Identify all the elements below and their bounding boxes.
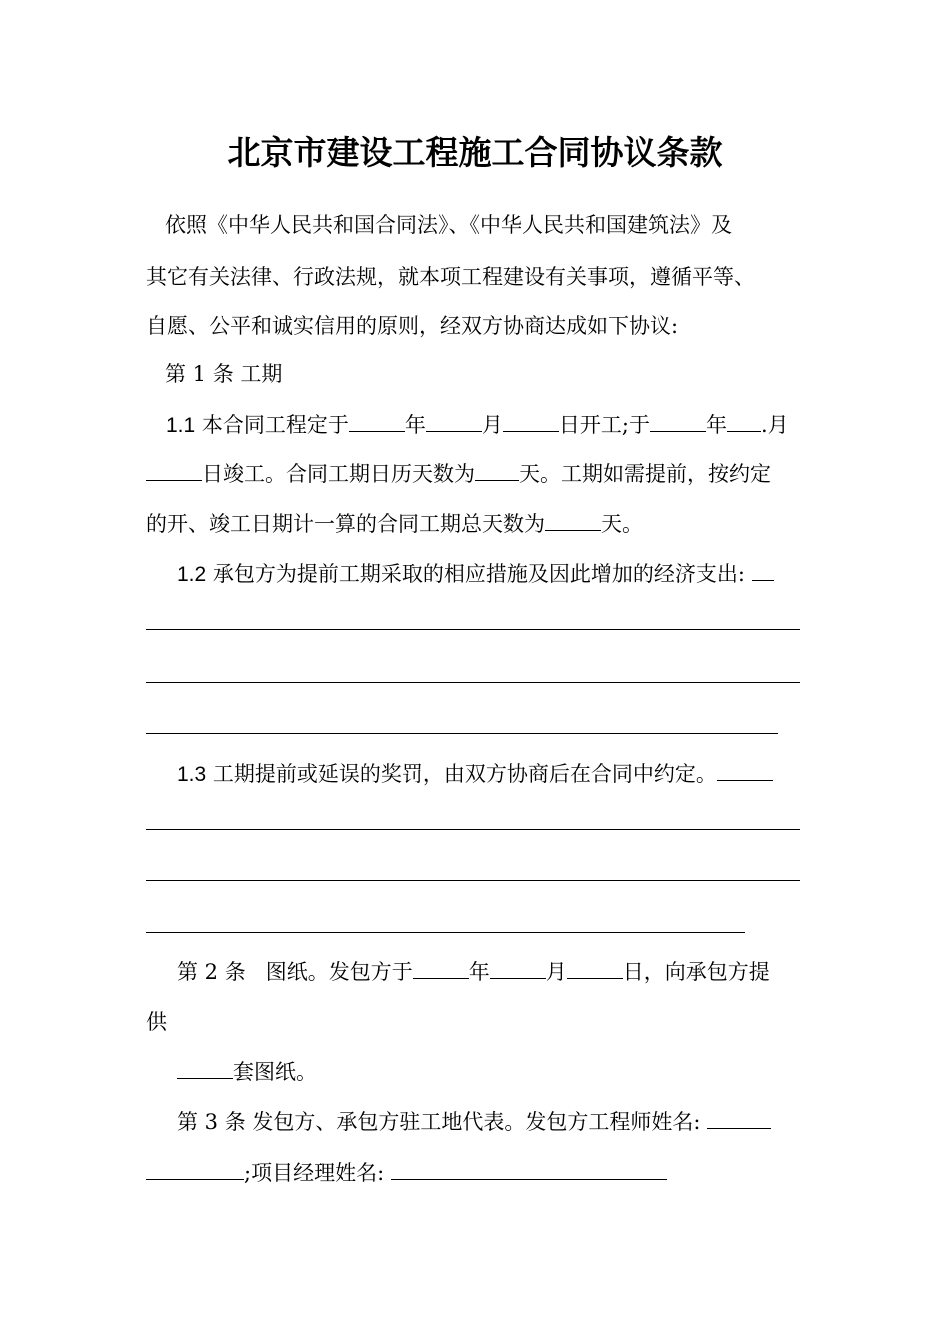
clause-text: 的开、竣工日期计一算的合同工期总天数为 [146,512,545,536]
article-2-line-3 [177,1056,317,1086]
clause-number: 1.3 [177,763,207,786]
blank-drawing-month[interactable] [490,956,546,979]
clause-text: 月 [545,960,567,984]
intro-line-2: 其它有关法律、行政法规，就本项工程建设有关事项，遵循平等、 [146,265,755,289]
article-2-heading: 第 2 条 [177,960,246,984]
blank-line-measures-3[interactable] [146,733,778,734]
clause-text: 年 [468,960,490,984]
clause-1-1-line-1 [166,409,789,439]
blank-drawing-sets[interactable] [177,1056,233,1079]
intro-line-3: 自愿、公平和诚实信用的原则，经双方协商达成如下协议: [146,314,679,338]
blank-engineer-name-cont[interactable] [146,1157,244,1180]
clause-text: 年 [404,413,426,437]
document-title: 北京市建设工程施工合同协议条款 [227,133,723,172]
clause-text: 图纸。发包方于 [265,960,413,984]
intro-line-1: 依照《中华人民共和国合同法》、《中华人民共和国建筑法》及 [165,213,732,237]
clause-text: 日开工;于 [558,413,650,437]
blank-line-rewards-1[interactable] [146,829,800,830]
blank-rewards[interactable] [717,758,773,781]
blank-engineer-name[interactable] [707,1106,771,1129]
blank-measures[interactable] [752,558,774,581]
blank-end-month[interactable] [146,458,202,481]
clause-text: ;项目经理姓名: [244,1161,385,1185]
clause-text: 天。工期如需提前，按约定 [519,462,771,486]
clause-text: 日，向承包方提 [622,960,770,984]
article-2-line-2: 供 [146,1010,167,1034]
clause-1-1-line-3 [146,508,643,538]
clause-text: 承包方为提前工期采取的相应措施及因此增加的经济支出: [212,562,745,586]
blank-start-day[interactable] [503,409,559,432]
clause-text: 套图纸。 [233,1060,317,1084]
blank-line-rewards-3[interactable] [146,932,745,933]
clause-text: 天。 [601,512,643,536]
blank-start-year[interactable] [349,409,405,432]
blank-line-measures-1[interactable] [146,629,800,630]
article-3-line-2 [146,1157,667,1187]
blank-manager-name[interactable] [391,1157,667,1180]
blank-drawing-year[interactable] [413,956,469,979]
blank-end-month-prefix[interactable] [727,409,761,432]
clause-1-1-line-2 [146,458,771,488]
article-3-line-1 [177,1106,771,1136]
blank-drawing-day[interactable] [567,956,623,979]
blank-duration-days[interactable] [475,458,519,481]
blank-line-measures-2[interactable] [146,682,800,683]
clause-text: .月 [760,413,789,437]
clause-number: 1.1 [166,414,196,437]
blank-line-rewards-2[interactable] [146,880,800,881]
clause-text: 本合同工程定于 [201,413,349,437]
clause-text: 发包方、承包方驻工地代表。发包方工程师姓名: [252,1110,701,1134]
clause-1-2-line-1 [177,558,774,588]
blank-total-days[interactable] [545,508,601,531]
article-1-heading: 第 1 条 工期 [165,362,283,386]
article-2-line-1 [177,956,770,986]
blank-end-year[interactable] [650,409,706,432]
blank-start-month[interactable] [426,409,482,432]
article-3-heading: 第 3 条 [177,1110,246,1134]
clause-text: 工期提前或延误的奖罚，由双方协商后在合同中约定。 [212,762,717,786]
clause-text: 年 [705,413,727,437]
clause-text: 日竣工。合同工期日历天数为 [202,462,475,486]
clause-number: 1.2 [177,563,207,586]
clause-1-3-line-1 [177,758,773,788]
clause-text: 月 [481,413,503,437]
